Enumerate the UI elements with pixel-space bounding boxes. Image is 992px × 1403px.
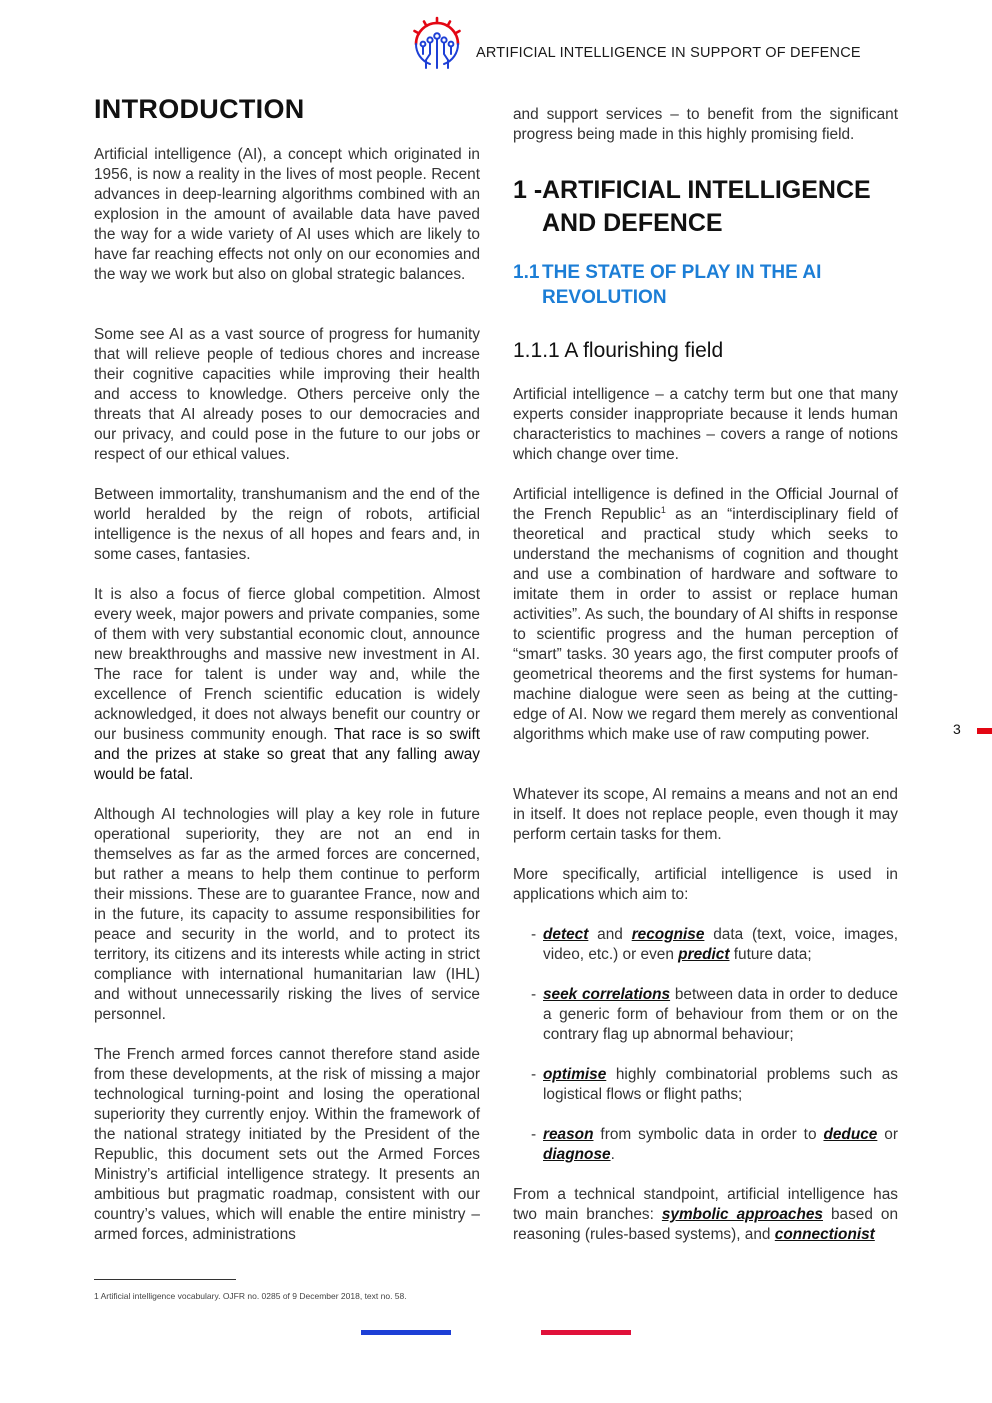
list-item-optimise <box>531 1065 898 1105</box>
section-number: 1 - <box>513 176 543 204</box>
intro-paragraph-6: The French armed forces cannot therefore stand aside from these developments, at the risk of missing a major technological turning-point and losing the operational superiority they currently enjoy. Within the framework of the national strategy initiated by the President of the Republic, this document sets out the Armed Forces Ministry’s artificial intelligence strategy. It presents an ambitious but pragmatic roadmap, consistent with our country’s values, which will enable the entire ministry – armed forces, administrations <box>94 1046 480 1243</box>
running-header-title: ARTIFICIAL INTELLIGENCE IN SUPPORT OF DEFENCE <box>476 45 861 61</box>
footnote: 1 Artificial intelligence vocabulary. OJFR no. 0285 of 9 December 2018, text no. 58. <box>94 1291 407 1301</box>
list-text: . <box>610 1146 615 1163</box>
list-item-reason <box>531 1125 898 1165</box>
intro-paragraph-1: Artificial intelligence (AI), a concept which originated in 1956, is now a reality in the lives of most people. Recent advances in deep-learning algorithms combined with an explosion in the amount of available data have paved the way for a wide variety of AI uses which are likely to have far reaching effects not only on our economies and the way we work but also on global strategic balances. <box>94 146 480 283</box>
list-dash: - <box>531 1126 537 1143</box>
body-paragraph-1: Artificial intelligence – a catchy term but one that many experts consider inappropriate because it lends human characteristics to machines – covers a range of notions which change over time. <box>513 386 898 463</box>
list-item-correlations <box>531 985 898 1045</box>
body-paragraph-5-start: From a technical standpoint, artificial intelligence has two main branches: <box>513 1186 898 1223</box>
page-number: 3 <box>953 721 961 737</box>
intro-paragraph-4-emphasis: That race is so swift and the prizes at stake so great that any falling away would be fatal. <box>94 726 480 783</box>
keyword-connectionist: connectionist <box>774 1226 875 1243</box>
intro-paragraph-2: Some see AI as a vast source of progress for humanity that will relieve people of tedious chores and increase their cognitive capacities while improving their health and access to knowledge. Others perceive only the threats that AI already poses to our democracies and our privacy, and could pose in the future to our jobs or respect of our ethical values. <box>94 326 480 463</box>
keyword-predict: predict <box>678 946 730 963</box>
list-text: between data in order to deduce a generic form of behaviour from them or on the contrary flag up abnormal behaviour; <box>543 986 898 1043</box>
footnote-divider <box>94 1279 236 1280</box>
body-paragraph-5 <box>513 1185 898 1245</box>
page-number-marker <box>977 728 992 734</box>
list-dash: - <box>531 926 537 943</box>
introduction-heading: INTRODUCTION <box>94 94 305 124</box>
body-paragraph-2-start: Artificial intelligence is defined in the Official Journal of the French Republic <box>513 486 898 523</box>
list-dash: - <box>531 986 537 1003</box>
list-item-detect <box>531 925 898 965</box>
continued-paragraph: and support services – to benefit from the significant progress being made in this highly promising field. <box>513 106 898 143</box>
list-text: from symbolic data in order to <box>593 1126 824 1143</box>
body-paragraph-2-end: as an “interdisciplinary field of theoretical and practical study which seeks to understand the mechanisms of cognition and thought and use a combination of hardware and software to imitate them in order to assist or replace human activities”. As such, the boundary of AI shifts in response to scientific progress and the human perception of “smart” tasks. 30 years ago, the first computer proofs of geometrical theorems and the first systems for human-machine dialogue were seen as being at the cutting-edge of AI. Now we regard them merely as conventional algorithms which make use of raw computing power. <box>513 506 899 743</box>
keyword-symbolic-approaches: symbolic approaches <box>661 1206 823 1223</box>
list-text: data (text, voice, images, video, etc.) or even <box>543 926 898 963</box>
body-paragraph-4: More specifically, artificial intelligence is used in applications which aim to: <box>513 866 898 903</box>
intro-paragraph-4 <box>94 585 480 785</box>
keyword-recognise: recognise <box>631 926 705 943</box>
footnote-reference: 1 <box>660 504 666 515</box>
keyword-diagnose: diagnose <box>543 1146 611 1163</box>
list-text: and <box>588 926 632 943</box>
body-paragraph-5-middle: based on reasoning (rules-based systems), and <box>513 1206 899 1243</box>
list-text: or <box>877 1126 898 1143</box>
section-title: ARTIFICIAL INTELLIGENCE AND DEFENCE <box>542 176 871 237</box>
intro-paragraph-5: Although AI technologies will play a key role in future operational superiority, they are not an end in themselves as far as the armed forces are concerned, but rather a means to help them continue to perform their missions. These are to guarantee France, now and in the future, its capacity to assume responsibilities for peace and security in the world, and to protect its territory, its citizens and its interests while acting in strict compliance with international humanitarian law (IHL) and without unnecessarily risking the lives of service personnel. <box>94 806 480 1023</box>
body-paragraph-2 <box>513 485 898 745</box>
keyword-seek-correlations: seek correlations <box>543 986 671 1003</box>
gear-circuit-icon <box>408 14 466 72</box>
subsection-title: THE STATE OF PLAY IN THE AI REVOLUTION <box>542 262 822 308</box>
keyword-detect: detect <box>543 926 589 943</box>
keyword-deduce: deduce <box>823 1126 878 1143</box>
footer-red-bar <box>541 1330 631 1335</box>
keyword-reason: reason <box>543 1126 594 1143</box>
list-text: future data; <box>729 946 812 963</box>
subsection-number: 1.1 <box>513 262 540 283</box>
footer-blue-bar <box>361 1330 451 1335</box>
subsubsection-heading: 1.1.1 A flourishing field <box>513 339 724 362</box>
body-paragraph-3: Whatever its scope, AI remains a means and not an end in itself. It does not replace people, even though it may perform certain tasks for them. <box>513 786 898 843</box>
intro-paragraph-3: Between immortality, transhumanism and the end of the world heralded by the reign of robots, artificial intelligence is the nexus of all hopes and fears and, in some cases, fantasies. <box>94 486 480 563</box>
keyword-optimise: optimise <box>543 1066 607 1083</box>
intro-paragraph-4-text: It is also a focus of fierce global competition. Almost every week, major powers and private companies, some of them with very substantial economic clout, announce new breakthroughs and massive new investment in AI. The race for talent is under way and, while the excellence of French scientific education is widely acknowledged, it does not always benefit our country or our business community enough. <box>94 586 480 743</box>
list-dash: - <box>531 1066 537 1083</box>
list-text: highly combinatorial problems such as logistical flows or flight paths; <box>543 1066 898 1103</box>
